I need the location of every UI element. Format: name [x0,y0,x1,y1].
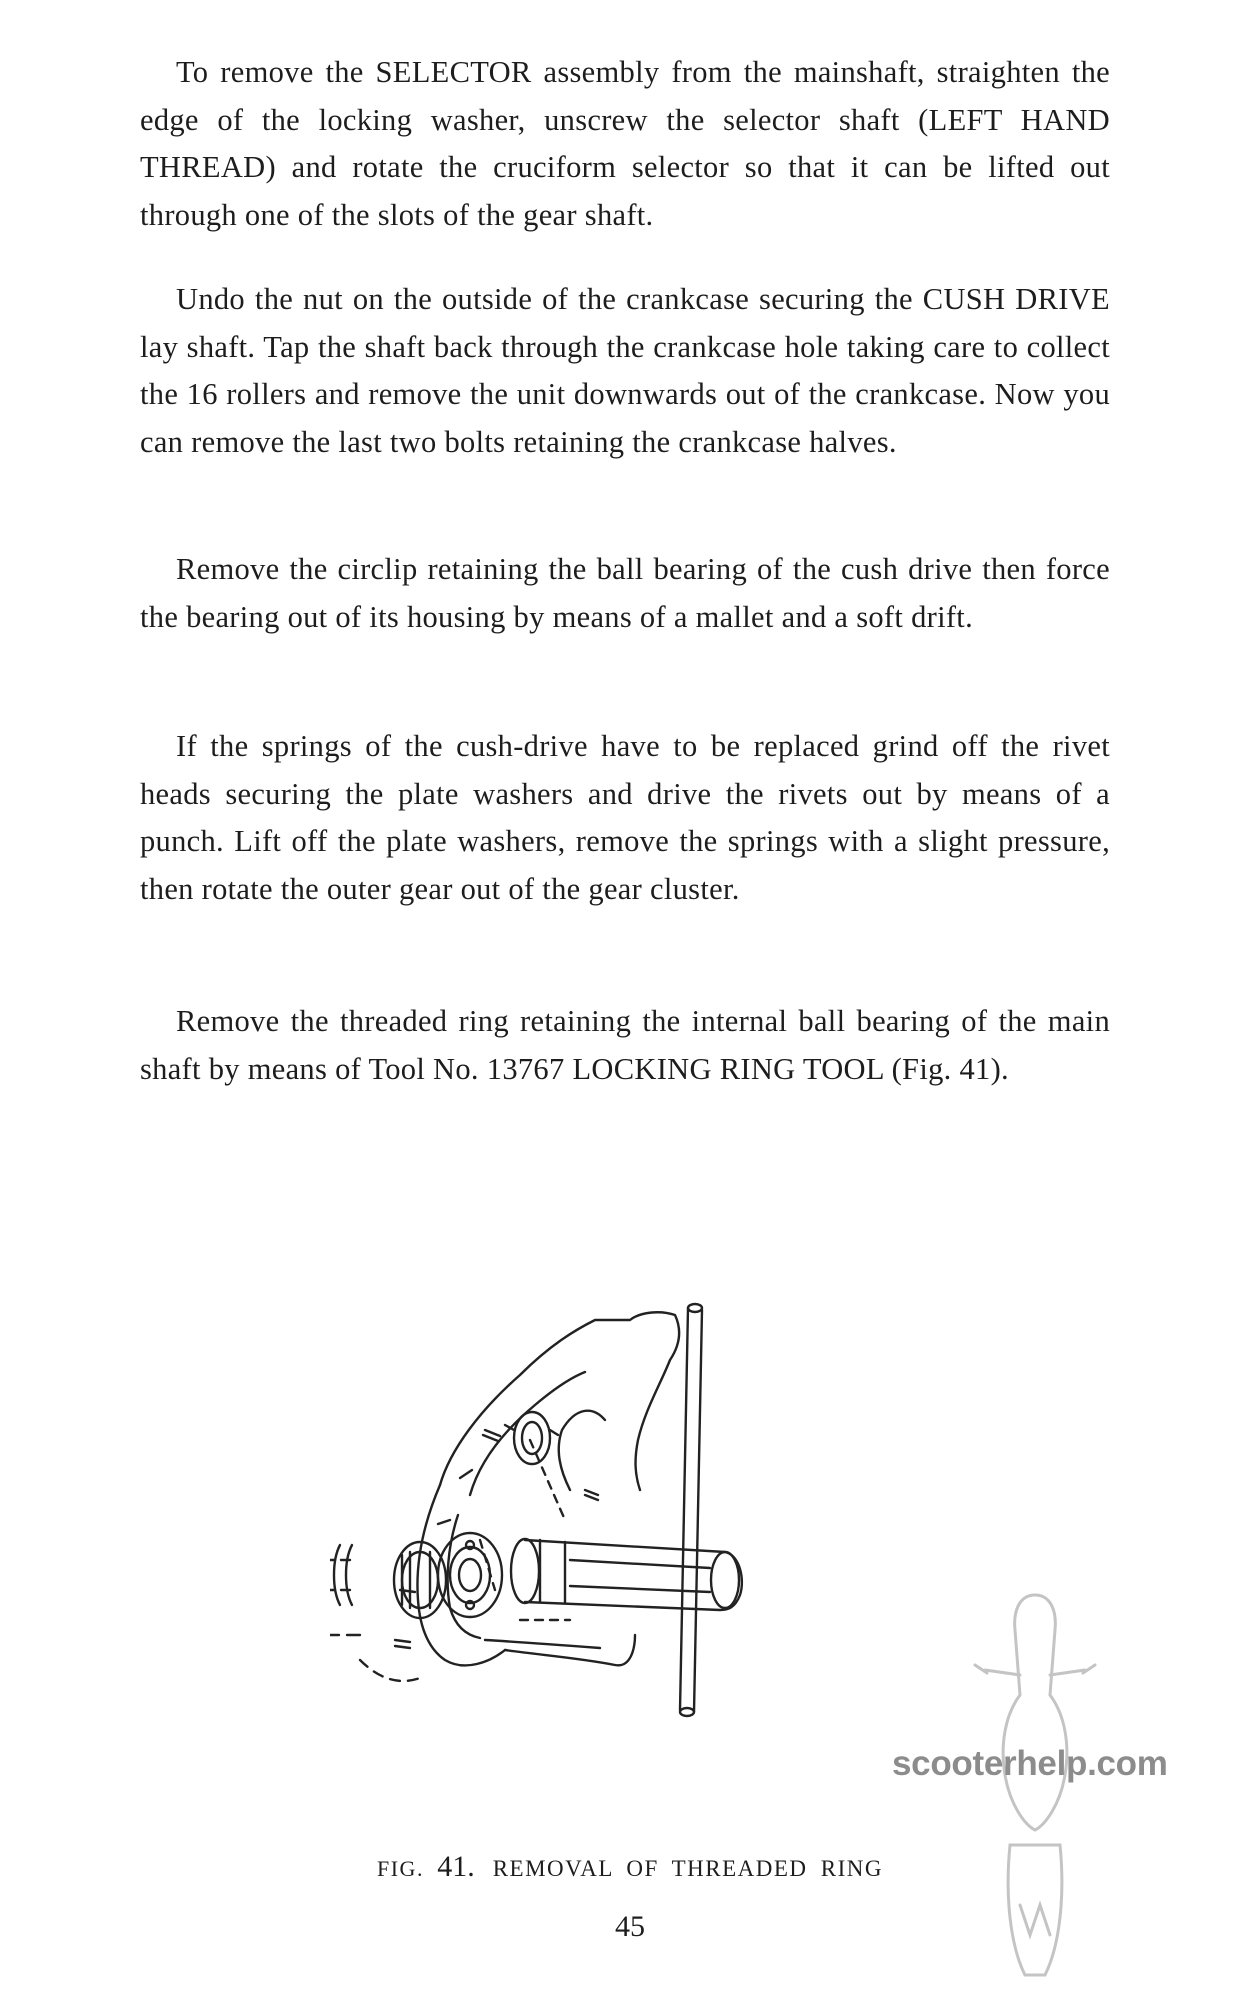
figure-caption: FIG. 41. REMOVAL OF THREADED RING [377,1850,883,1883]
scooter-watermark-icon [965,1575,1105,1995]
paragraph-selector-removal: To remove the SELECTOR assembly from the mainshaft, straighten the edge of the locking washer, unscrew the selector shaft (LEFT HAND THREAD) and rotate the cruciform selector so that it can be lifted out through one of the slots of the gear shaft. [140,55,1110,232]
paragraph-threaded-ring: Remove the threaded ring retaining the internal ball bearing of the main shaft by means of Tool No. 13767 LOCKING RING TOOL (Fig. 41). [140,1004,1110,1086]
paragraph-cush-drive-layshaft: Undo the nut on the outside of the crankcase securing the CUSH DRIVE lay shaft. Tap the shaft back through the crankcase hole taking care to collect the 16 rollers and remove the unit downwards out of the crankcase. Now you can remove the last two bolts retaining the crankcase halves. [140,282,1110,459]
paragraph-circlip-bearing: Remove the circlip retaining the ball bearing of the cush drive then force the bearing out of its housing by means of a mallet and a soft drift. [140,552,1110,634]
paragraph-cush-drive-springs: If the springs of the cush-drive have to be replaced grind off the rivet heads securing the plate washers and drive the rivets out by means of a punch. Lift off the plate washers, remove the springs with a slight pressure, then rotate the outer gear out of the gear cluster. [140,729,1110,906]
page-number: 45 [615,1910,645,1943]
watermark: scooterhelp.com [892,1744,1168,1783]
crankcase-locking-ring-tool-illustration [330,1290,930,1810]
